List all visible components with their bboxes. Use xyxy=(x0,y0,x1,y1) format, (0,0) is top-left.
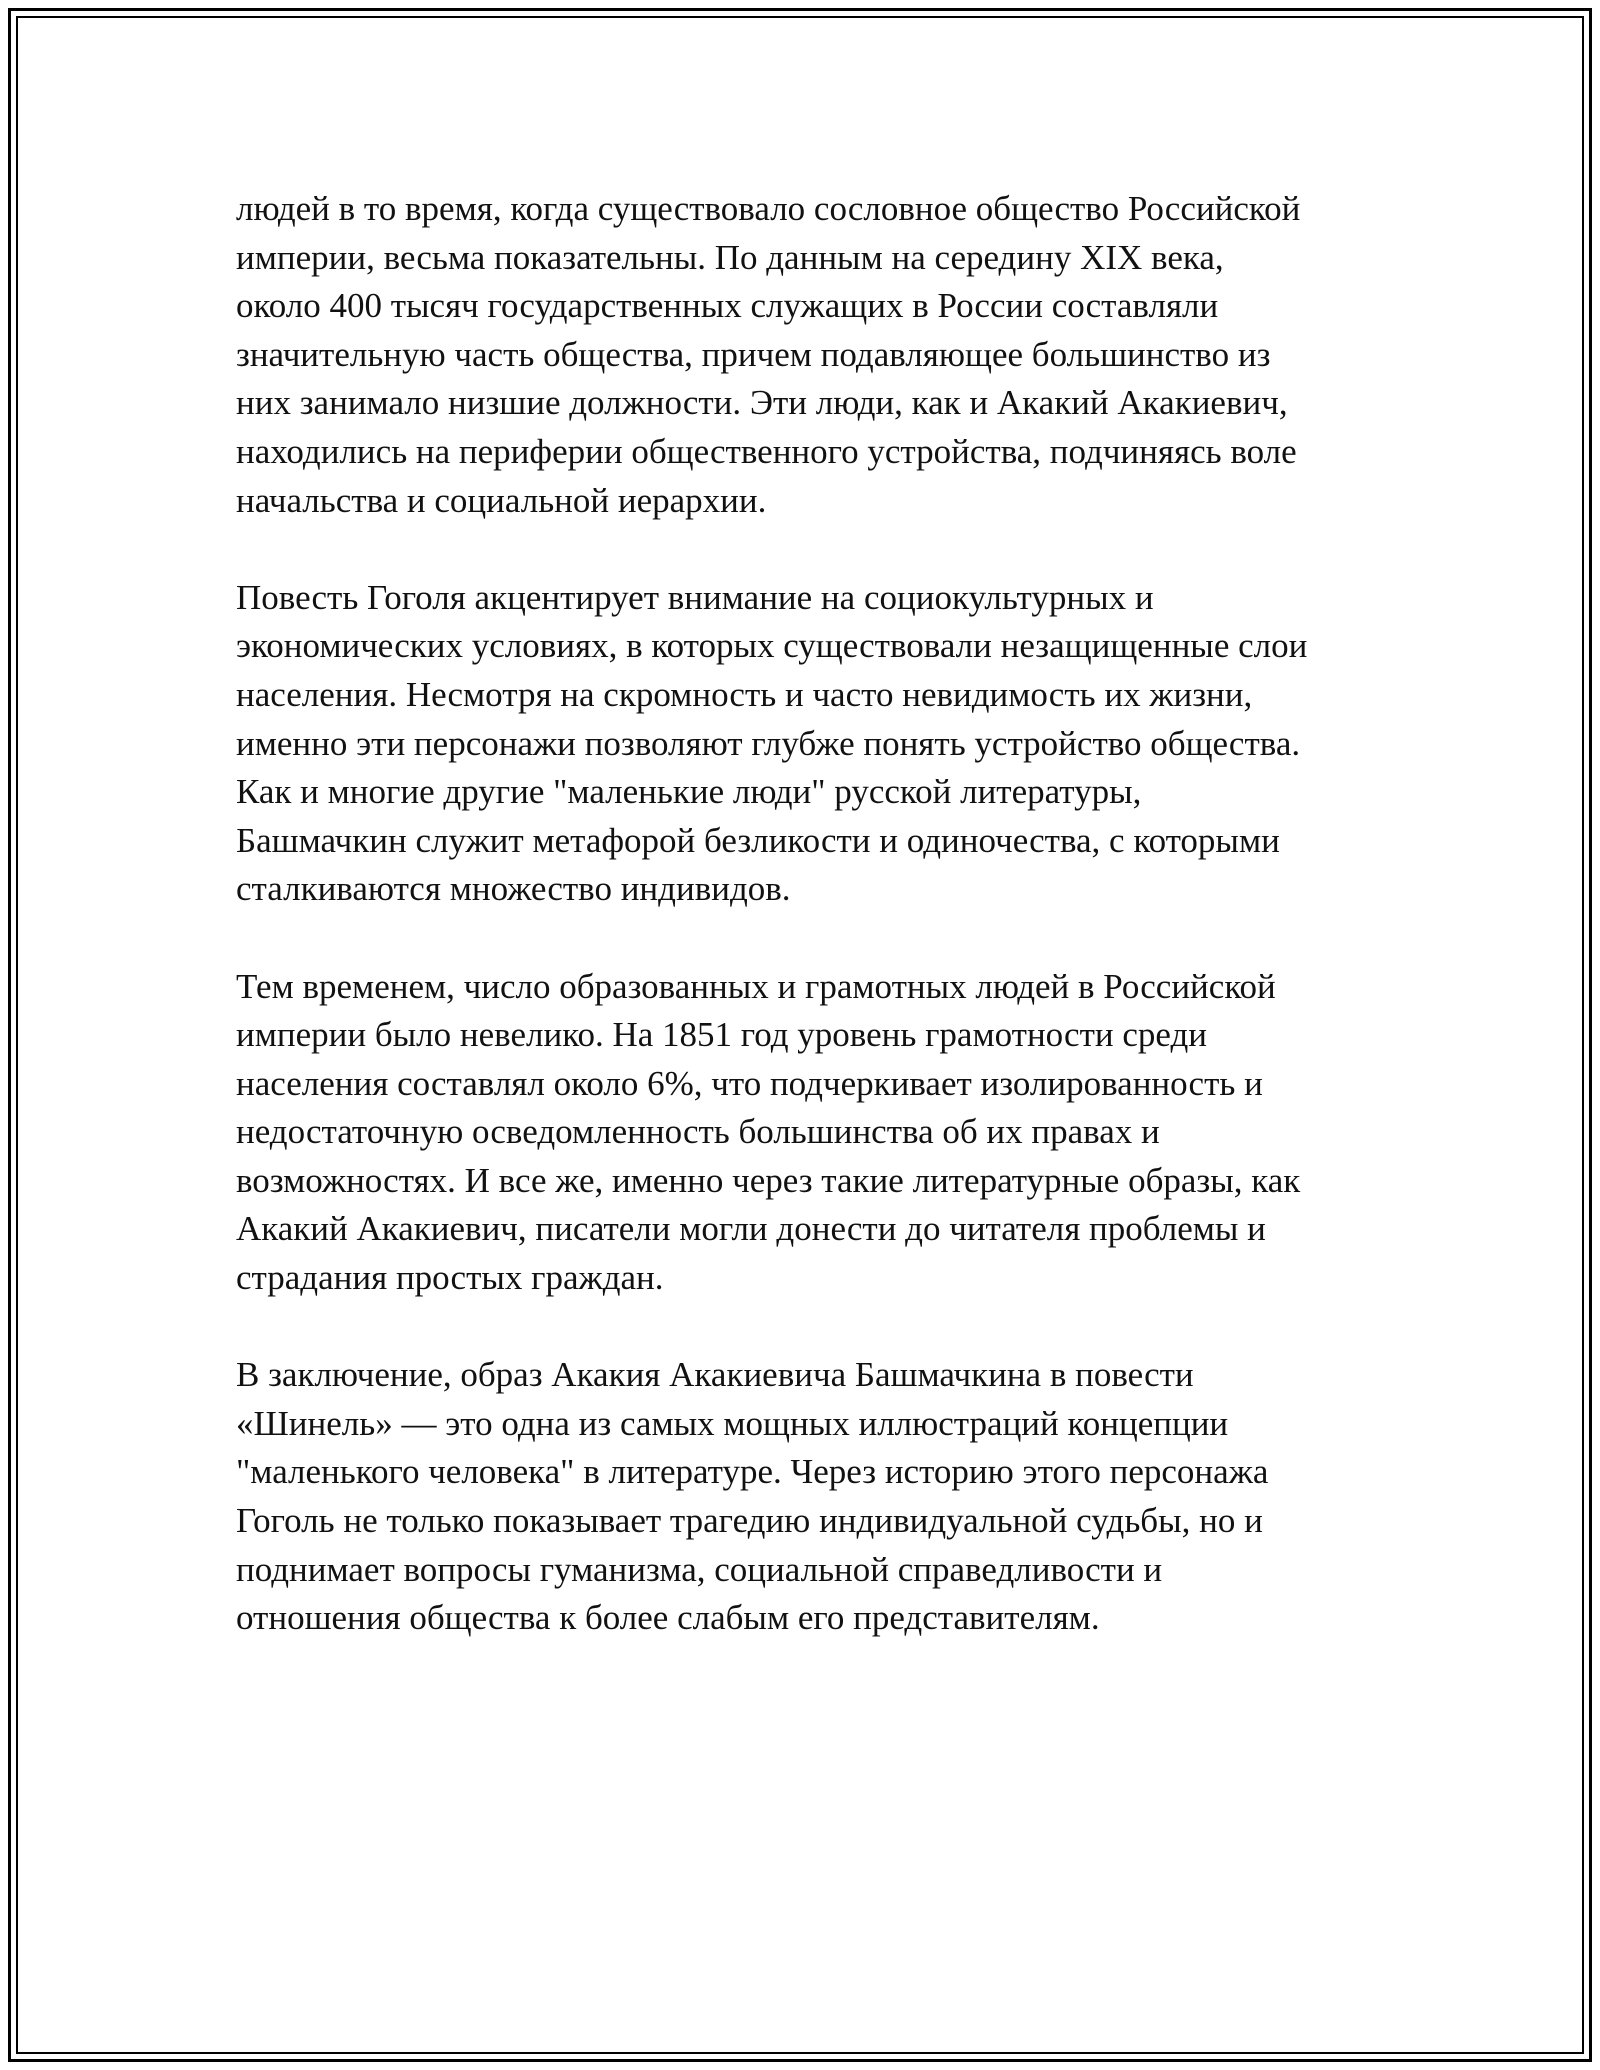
paragraph-4: В заключение, образ Акакия Акакиевича Башмачкина в повести «Шинель» — это одна из самых мощных иллюстраций концепции "маленького человека" в литературе. Через историю этого персонажа Гоголь не только показывает трагедию индивидуальной судьбы, но и поднимает вопросы гуманизма, социальной справедливости и отношения общества к более слабым его представителям. xyxy=(236,1355,1269,1638)
paragraph-3: Тем временем, число образованных и грамотных людей в Российской империи было невелико. На 1851 год уровень грамотности среди населения составлял около 6%, что подчеркивает изолированность и недостаточную осведомленность большинства об их правах и возможностях. И все же, именно через такие литературные образы, как Акакий Акакиевич, писатели могли донести до читателя проблемы и страдания простых граждан. xyxy=(236,966,1301,1298)
document-body xyxy=(236,185,1396,1691)
paragraph-2: Повесть Гоголя акцентирует внимание на социокультурных и экономических условиях, в которых существовали незащищенные слои населения. Несмотря на скромность и часто невидимость их жизни, именно эти персонажи позволяют глубже понять устройство общества. Как и многие другие "маленькие люди" русской литературы, Башмачкин служит метафорой безликости и одиночества, с которыми сталкиваются множество индивидов. xyxy=(236,577,1308,909)
paragraph-1: людей в то время, когда существовало сословное общество Российской империи, весьма показательны. По данным на середину XIX века, около 400 тысяч государственных служащих в России составляли значительную часть общества, причем подавляющее большинство из них занимало низшие должности. Эти люди, как и Акакий Акакиевич, находились на периферии общественного устройства, подчиняясь воле начальства и социальной иерархии. xyxy=(236,189,1301,520)
